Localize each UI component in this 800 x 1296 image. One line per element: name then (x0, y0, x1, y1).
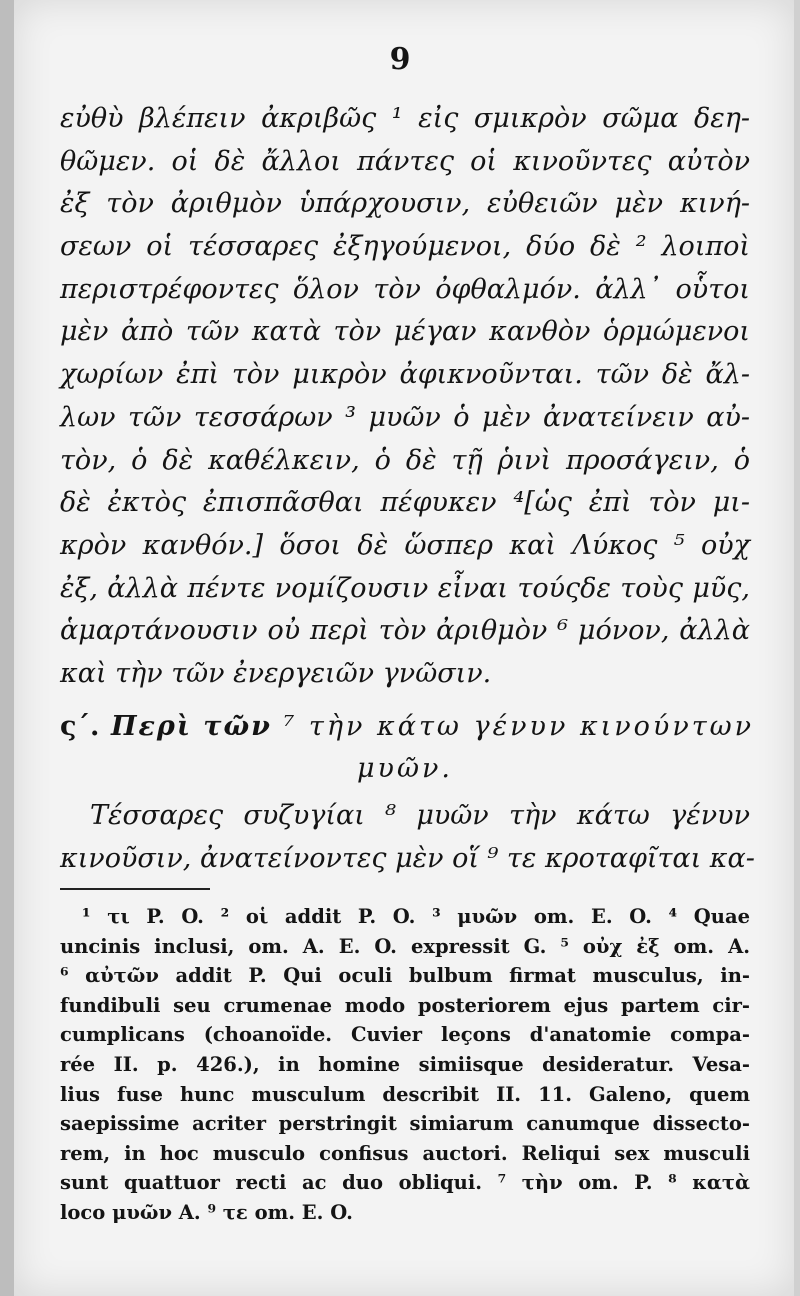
section-heading-rest: ⁷ τὴν κάτω γένυν κινούντων (283, 710, 755, 742)
text-line: λων τῶν τεσσάρων ³ μυῶν ὁ μὲν ἀνατείνειν αὐ- (60, 401, 750, 433)
footnote-line: uncinis inclusi, om. A. E. O. expressit G. ⁵ οὐχ ἐξ om. A. (60, 934, 750, 958)
section-heading-bold: Περὶ τῶν (110, 710, 272, 742)
page-left-edge (0, 0, 14, 1296)
footnote-line: ¹ τι P. O. ² οἱ addit P. O. ³ μυῶν om. E. O. ⁴ Quae (82, 905, 750, 928)
footnotes (60, 902, 750, 1228)
text-line: σεων οἱ τέσσαρες ἐξηγούμενοι, δύο δὲ ² λοιποὶ (60, 231, 750, 263)
text-line: τὸν, ὁ δὲ καθέλκειν, ὁ δὲ τῇ ῥινὶ προσάγειν, ὁ (60, 444, 750, 476)
text-line: ἁμαρτάνουσιν οὐ περὶ τὸν ἀριθμὸν ⁶ μόνον, ἀλλὰ (60, 615, 750, 647)
footnote-line: lius fuse hunc musculum describit II. 11. Galeno, quem (60, 1082, 750, 1106)
text-line: κινοῦσιν, ἀνατείνοντες μὲν οἵ ⁹ τε κροταφῖται κα- (60, 842, 755, 874)
footnote-line: ⁶ αὐτῶν addit P. Qui oculi bulbum firmat musculus, in- (60, 964, 750, 988)
text-line: ἐξ, ἀλλὰ πέντε νομίζουσιν εἶναι τούςδε τοὺς μῦς, (60, 572, 750, 604)
main-text (60, 98, 755, 880)
text-line: εὐθὺ βλέπειν ἀκριβῶς ¹ εἰς σμικρὸν σῶμα δεη- (60, 103, 750, 134)
section-number: ς΄. (60, 710, 100, 742)
footnote-line: sunt quattuor recti ac duo obliqui. ⁷ τὴν om. P. ⁸ κατὰ (60, 1171, 750, 1195)
page-number: 9 (389, 42, 411, 77)
footnote-line: rée II. p. 426.), in homine simiisque desideratur. Vesa- (60, 1052, 750, 1076)
text-line: μὲν ἀπὸ τῶν κατὰ τὸν μέγαν κανθὸν ὁρμώμενοι (60, 316, 750, 348)
text-line: ἐξ τὸν ἀριθμὸν ὑπάρχουσιν, εὐθειῶν μὲν κινή- (60, 188, 750, 220)
footnote-line: cumplicans (choanoïde. Cuvier leçons d'anatomie compa- (60, 1023, 750, 1047)
text-line: καὶ τὴν τῶν ἐνεργειῶν γνῶσιν. (60, 657, 492, 689)
footnote-rule (60, 888, 210, 890)
footnote-line: rem, in hoc musculo confisus auctori. Reliqui sex musculi (60, 1141, 750, 1165)
footnote-line: fundibuli seu crumenae modo posteriorem ejus partem cir- (60, 993, 750, 1017)
text-line: χωρίων ἐπὶ τὸν μικρὸν ἀφικνοῦνται. τῶν δὲ ἄλ- (60, 359, 750, 391)
text-line: θῶμεν. οἱ δὲ ἄλλοι πάντες οἱ κινοῦντες αὐτὸν (60, 145, 750, 177)
section-heading-line2: μυῶν. (357, 753, 453, 785)
footnote-line: loco μυῶν A. ⁹ τε om. E. O. (60, 1200, 353, 1224)
section-heading (60, 706, 755, 749)
page-right-edge (794, 0, 800, 1296)
footnote-line: saepissime acriter perstringit simiarum canumque dissecto- (60, 1112, 750, 1136)
text-line: Τέσσαρες συζυγίαι ⁸ μυῶν τὴν κάτω γένυν (90, 800, 750, 831)
text-line: δὲ ἐκτὸς ἐπισπᾶσθαι πέφυκεν ⁴[ὡς ἐπὶ τὸν μι- (60, 487, 750, 519)
text-line: περιστρέφοντες ὅλον τὸν ὀφθαλμόν. ἀλλ᾽ οὗτοι (60, 273, 750, 305)
text-line: κρὸν κανθόν.] ὅσοι δὲ ὥσπερ καὶ Λύκος ⁵ οὐχ (60, 529, 750, 561)
